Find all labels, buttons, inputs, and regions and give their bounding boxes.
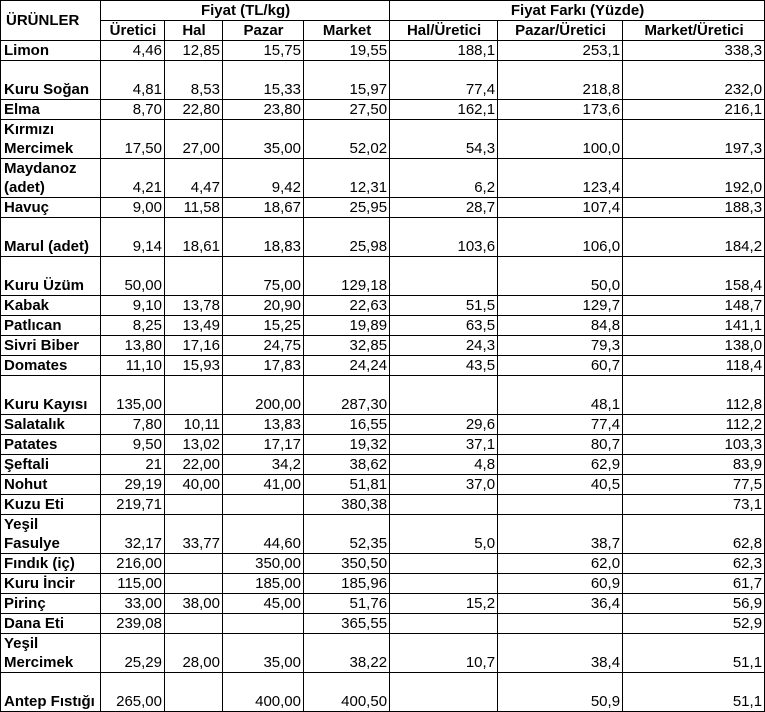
value-cell: 141,1: [623, 316, 765, 336]
value-cell: 400,00: [223, 673, 304, 712]
value-cell: 148,7: [623, 296, 765, 316]
value-cell: [165, 376, 223, 415]
value-cell: 11,10: [101, 356, 165, 376]
value-cell: [165, 554, 223, 574]
table-row: [1, 159, 765, 198]
value-cell: 51,81: [304, 475, 390, 495]
table-row: [1, 475, 765, 495]
value-cell: 62,0: [498, 554, 623, 574]
value-cell: 365,55: [304, 614, 390, 634]
table-row: [1, 100, 765, 120]
value-cell: 83,9: [623, 455, 765, 475]
value-cell: 13,49: [165, 316, 223, 336]
value-cell: 29,6: [390, 415, 498, 435]
value-cell: 4,8: [390, 455, 498, 475]
value-cell: 19,89: [304, 316, 390, 336]
value-cell: 13,02: [165, 435, 223, 455]
price-group-header: Fiyat (TL/kg): [101, 1, 390, 21]
value-cell: 17,50: [101, 120, 165, 159]
product-name: Havuç: [1, 198, 101, 218]
table-row: [1, 356, 765, 376]
value-cell: 219,71: [101, 495, 165, 515]
value-cell: 188,1: [390, 41, 498, 61]
value-cell: 29,19: [101, 475, 165, 495]
value-cell: [165, 574, 223, 594]
value-cell: 18,61: [165, 218, 223, 257]
product-name: Antep Fıstığı: [1, 673, 101, 712]
value-cell: 17,16: [165, 336, 223, 356]
product-name: Marul (adet): [1, 218, 101, 257]
value-cell: 118,4: [623, 356, 765, 376]
value-cell: 8,53: [165, 61, 223, 100]
table-row: [1, 614, 765, 634]
value-cell: 22,63: [304, 296, 390, 316]
product-name: Kabak: [1, 296, 101, 316]
col-header-hal: Hal: [165, 21, 223, 41]
value-cell: 232,0: [623, 61, 765, 100]
value-cell: 185,96: [304, 574, 390, 594]
value-cell: 77,4: [498, 415, 623, 435]
value-cell: 4,81: [101, 61, 165, 100]
table-row: [1, 415, 765, 435]
value-cell: 33,00: [101, 594, 165, 614]
product-name: Pirinç: [1, 594, 101, 614]
value-cell: 17,83: [223, 356, 304, 376]
value-cell: 63,5: [390, 316, 498, 336]
value-cell: 15,2: [390, 594, 498, 614]
col-header-market-uretici: Market/Üretici: [623, 21, 765, 41]
table-row: [1, 435, 765, 455]
value-cell: 35,00: [223, 120, 304, 159]
value-cell: 17,17: [223, 435, 304, 455]
value-cell: 11,58: [165, 198, 223, 218]
value-cell: 16,55: [304, 415, 390, 435]
value-cell: [390, 673, 498, 712]
value-cell: 50,00: [101, 257, 165, 296]
value-cell: [223, 614, 304, 634]
value-cell: 7,80: [101, 415, 165, 435]
value-cell: 77,4: [390, 61, 498, 100]
value-cell: [165, 614, 223, 634]
value-cell: 123,4: [498, 159, 623, 198]
value-cell: 19,32: [304, 435, 390, 455]
table-row: [1, 218, 765, 257]
value-cell: 9,50: [101, 435, 165, 455]
product-name: Kuru Soğan: [1, 61, 101, 100]
table-row: [1, 515, 765, 554]
value-cell: 400,50: [304, 673, 390, 712]
value-cell: 13,83: [223, 415, 304, 435]
value-cell: 62,9: [498, 455, 623, 475]
table-row: [1, 495, 765, 515]
product-name: Maydanoz (adet): [1, 159, 101, 198]
product-name: Kuru Üzüm: [1, 257, 101, 296]
value-cell: 15,25: [223, 316, 304, 336]
value-cell: 253,1: [498, 41, 623, 61]
value-cell: 184,2: [623, 218, 765, 257]
value-cell: 62,8: [623, 515, 765, 554]
value-cell: 37,0: [390, 475, 498, 495]
value-cell: 60,7: [498, 356, 623, 376]
value-cell: 4,21: [101, 159, 165, 198]
product-name: Fındık (iç): [1, 554, 101, 574]
value-cell: 40,5: [498, 475, 623, 495]
table-row: [1, 455, 765, 475]
value-cell: [390, 495, 498, 515]
value-cell: 38,7: [498, 515, 623, 554]
value-cell: [390, 376, 498, 415]
value-cell: 15,97: [304, 61, 390, 100]
table-row: [1, 120, 765, 159]
value-cell: 45,00: [223, 594, 304, 614]
value-cell: 51,1: [623, 634, 765, 673]
value-cell: 84,8: [498, 316, 623, 336]
value-cell: 28,7: [390, 198, 498, 218]
value-cell: 129,18: [304, 257, 390, 296]
value-cell: 197,3: [623, 120, 765, 159]
value-cell: 380,38: [304, 495, 390, 515]
value-cell: 103,6: [390, 218, 498, 257]
value-cell: 32,17: [101, 515, 165, 554]
value-cell: 15,93: [165, 356, 223, 376]
product-name: Patates: [1, 435, 101, 455]
col-header-hal-uretici: Hal/Üretici: [390, 21, 498, 41]
value-cell: 9,42: [223, 159, 304, 198]
value-cell: [390, 574, 498, 594]
table-row: [1, 554, 765, 574]
value-cell: 61,7: [623, 574, 765, 594]
value-cell: 32,85: [304, 336, 390, 356]
value-cell: 135,00: [101, 376, 165, 415]
col-header-pazar: Pazar: [223, 21, 304, 41]
value-cell: 25,95: [304, 198, 390, 218]
table-row: [1, 634, 765, 673]
value-cell: 73,1: [623, 495, 765, 515]
value-cell: 38,22: [304, 634, 390, 673]
value-cell: 9,10: [101, 296, 165, 316]
product-name: Patlıcan: [1, 316, 101, 336]
value-cell: 218,8: [498, 61, 623, 100]
value-cell: 107,4: [498, 198, 623, 218]
value-cell: 12,31: [304, 159, 390, 198]
value-cell: 20,90: [223, 296, 304, 316]
value-cell: 350,00: [223, 554, 304, 574]
value-cell: 129,7: [498, 296, 623, 316]
product-name: Domates: [1, 356, 101, 376]
value-cell: 13,80: [101, 336, 165, 356]
value-cell: 23,80: [223, 100, 304, 120]
table-row: [1, 198, 765, 218]
value-cell: 173,6: [498, 100, 623, 120]
value-cell: 43,5: [390, 356, 498, 376]
value-cell: 19,55: [304, 41, 390, 61]
value-cell: 27,00: [165, 120, 223, 159]
value-cell: 77,5: [623, 475, 765, 495]
value-cell: 9,14: [101, 218, 165, 257]
value-cell: 51,1: [623, 673, 765, 712]
value-cell: 287,30: [304, 376, 390, 415]
value-cell: 12,85: [165, 41, 223, 61]
col-header-uretici: Üretici: [101, 21, 165, 41]
value-cell: [498, 614, 623, 634]
value-cell: [223, 495, 304, 515]
value-cell: [165, 257, 223, 296]
table-row: [1, 574, 765, 594]
value-cell: 24,75: [223, 336, 304, 356]
value-cell: 44,60: [223, 515, 304, 554]
value-cell: 25,29: [101, 634, 165, 673]
table-row: [1, 336, 765, 356]
value-cell: 188,3: [623, 198, 765, 218]
value-cell: 22,00: [165, 455, 223, 475]
value-cell: 51,5: [390, 296, 498, 316]
value-cell: 8,25: [101, 316, 165, 336]
value-cell: 103,3: [623, 435, 765, 455]
value-cell: 40,00: [165, 475, 223, 495]
value-cell: 216,1: [623, 100, 765, 120]
product-name: Kuru İncir: [1, 574, 101, 594]
table-row: [1, 316, 765, 336]
value-cell: 192,0: [623, 159, 765, 198]
product-name: Salatalık: [1, 415, 101, 435]
value-cell: 10,7: [390, 634, 498, 673]
value-cell: 200,00: [223, 376, 304, 415]
value-cell: 13,78: [165, 296, 223, 316]
value-cell: 5,0: [390, 515, 498, 554]
product-name: Sivri Biber: [1, 336, 101, 356]
product-name: Yeşil Mercimek: [1, 634, 101, 673]
value-cell: 50,9: [498, 673, 623, 712]
value-cell: 36,4: [498, 594, 623, 614]
value-cell: 24,24: [304, 356, 390, 376]
value-cell: 4,46: [101, 41, 165, 61]
value-cell: 21: [101, 455, 165, 475]
value-cell: 9,00: [101, 198, 165, 218]
value-cell: 115,00: [101, 574, 165, 594]
value-cell: 112,2: [623, 415, 765, 435]
value-cell: 265,00: [101, 673, 165, 712]
value-cell: 4,47: [165, 159, 223, 198]
value-cell: 38,4: [498, 634, 623, 673]
value-cell: [165, 495, 223, 515]
value-cell: 350,50: [304, 554, 390, 574]
value-cell: 41,00: [223, 475, 304, 495]
value-cell: 38,62: [304, 455, 390, 475]
value-cell: 48,1: [498, 376, 623, 415]
value-cell: 52,02: [304, 120, 390, 159]
value-cell: 62,3: [623, 554, 765, 574]
value-cell: 8,70: [101, 100, 165, 120]
value-cell: 52,35: [304, 515, 390, 554]
value-cell: 18,83: [223, 218, 304, 257]
value-cell: 158,4: [623, 257, 765, 296]
value-cell: [390, 257, 498, 296]
value-cell: 185,00: [223, 574, 304, 594]
value-cell: 28,00: [165, 634, 223, 673]
value-cell: [390, 554, 498, 574]
value-cell: 22,80: [165, 100, 223, 120]
product-name: Dana Eti: [1, 614, 101, 634]
product-name: Kuru Kayısı: [1, 376, 101, 415]
value-cell: 162,1: [390, 100, 498, 120]
value-cell: 24,3: [390, 336, 498, 356]
value-cell: 34,2: [223, 455, 304, 475]
value-cell: 50,0: [498, 257, 623, 296]
col-header-pazar-uretici: Pazar/Üretici: [498, 21, 623, 41]
product-name: Kırmızı Mercimek: [1, 120, 101, 159]
value-cell: 27,50: [304, 100, 390, 120]
product-name: Kuzu Eti: [1, 495, 101, 515]
value-cell: 112,8: [623, 376, 765, 415]
value-cell: 54,3: [390, 120, 498, 159]
table-body: [1, 41, 765, 712]
value-cell: 138,0: [623, 336, 765, 356]
value-cell: 75,00: [223, 257, 304, 296]
value-cell: 79,3: [498, 336, 623, 356]
diff-group-header: Fiyat Farkı (Yüzde): [390, 1, 765, 21]
value-cell: 18,67: [223, 198, 304, 218]
value-cell: 33,77: [165, 515, 223, 554]
value-cell: 52,9: [623, 614, 765, 634]
value-cell: 80,7: [498, 435, 623, 455]
value-cell: 106,0: [498, 218, 623, 257]
product-name: Elma: [1, 100, 101, 120]
value-cell: 15,33: [223, 61, 304, 100]
product-name: Limon: [1, 41, 101, 61]
value-cell: 10,11: [165, 415, 223, 435]
value-cell: 56,9: [623, 594, 765, 614]
value-cell: 239,08: [101, 614, 165, 634]
table-row: [1, 673, 765, 712]
value-cell: 60,9: [498, 574, 623, 594]
value-cell: 35,00: [223, 634, 304, 673]
value-cell: 37,1: [390, 435, 498, 455]
value-cell: [498, 495, 623, 515]
value-cell: 216,00: [101, 554, 165, 574]
col-header-market: Market: [304, 21, 390, 41]
value-cell: 6,2: [390, 159, 498, 198]
value-cell: 15,75: [223, 41, 304, 61]
product-name: Şeftali: [1, 455, 101, 475]
value-cell: 25,98: [304, 218, 390, 257]
value-cell: 38,00: [165, 594, 223, 614]
value-cell: 100,0: [498, 120, 623, 159]
table-row: [1, 376, 765, 415]
value-cell: 338,3: [623, 41, 765, 61]
value-cell: [390, 614, 498, 634]
table-row: [1, 257, 765, 296]
product-name: Yeşil Fasulye: [1, 515, 101, 554]
product-name: Nohut: [1, 475, 101, 495]
products-header: ÜRÜNLER: [1, 1, 101, 41]
table-row: [1, 594, 765, 614]
table-row: [1, 61, 765, 100]
table-row: [1, 41, 765, 61]
value-cell: 51,76: [304, 594, 390, 614]
value-cell: [165, 673, 223, 712]
table-row: [1, 296, 765, 316]
